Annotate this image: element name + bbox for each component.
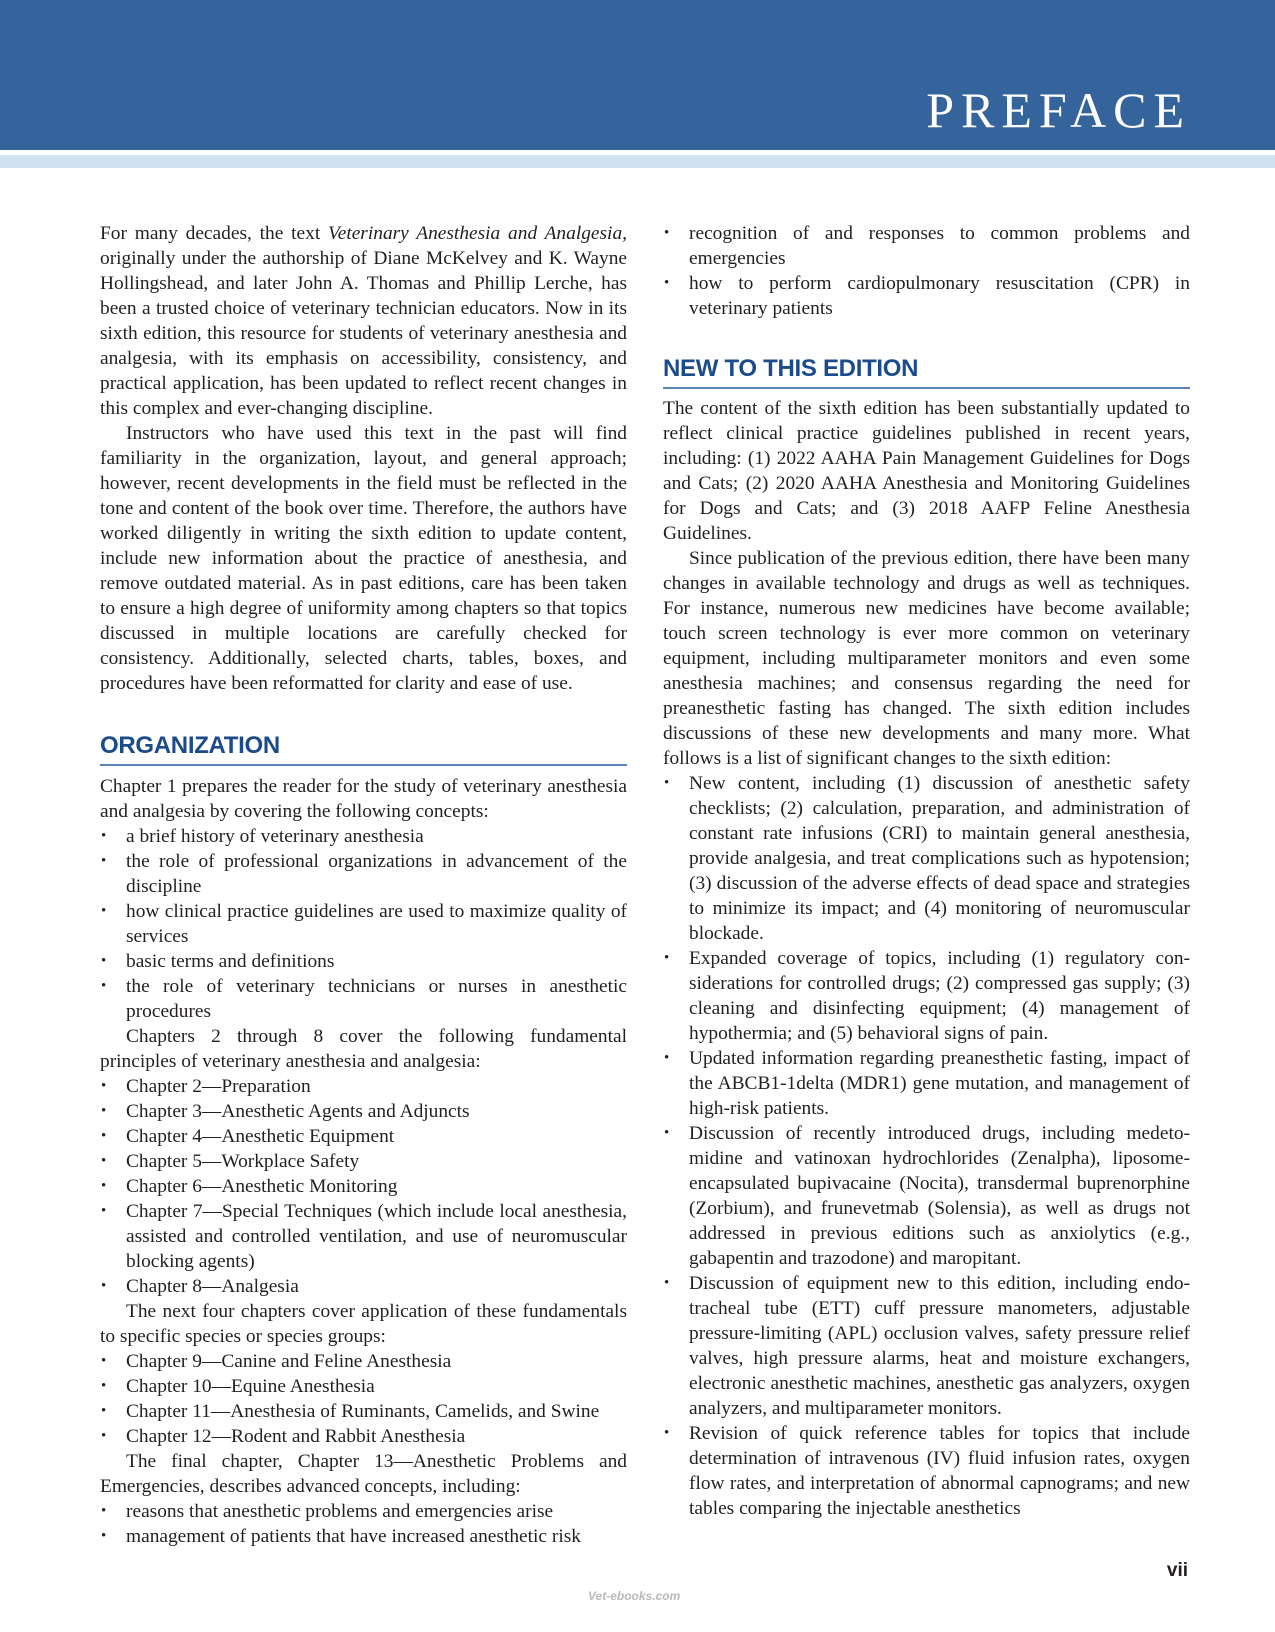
body-paragraph: Chapters 2 through 8 cover the following fundamental principles of veterinary anesthesia and analgesia: <box>100 1026 627 1072</box>
chapter-list <box>100 1074 627 1299</box>
body-paragraph: Instructors who have used this text in the past will find familiarity in the organization, layout, and general approach; however, recent developments in the field must be reflected in the tone and content of the book over time. Therefore, the authors have worked diligently in writing the sixth edition to update content, include new information about the practice of anesthesia, and remove outdated material. As in past editions, care has been taken to ensure a high degree of uniformity among chapters so that topics discussed in multiple locations are carefully checked for consistency. Additionally, selected charts, tables, boxes, and procedures have been reformatted for clarity and ease of use. <box>100 423 627 694</box>
body-paragraph: The next four chapters cover application of these fundamentals to specific species or species groups: <box>100 1301 627 1347</box>
header-stripe <box>0 155 1275 168</box>
body-paragraph: Since publication of the previous edition, there have been many changes in available technology and drugs as well as techniques. For instance, numerous new medicines have become available; touch screen technology is ever more common on veterinary equipment, including multiparameter monitors and even some anesthesia machines; and consensus regarding the need for preanesthetic fasting has changed. The sixth edition includes discussions of these new developments and many more. What follows is a list of significant changes to the sixth edition: <box>663 548 1190 769</box>
page-title: PREFACE <box>926 82 1191 138</box>
intro-paragraph <box>100 221 627 421</box>
list-item: • New content, including (1) discussion of anesthetic safety checklists; (2) calculation, preparation, and administration of constant rate infusions (CRI) to maintain general anesthesia, provide analgesia, and treat complications such as hypotension; (3) discussion of the adverse effects of dead space and strategies to minimize its impact; and (4) monitoring of neuromuscular blockade. <box>663 771 1190 946</box>
list-item: • Chapter 4—Anesthetic Equipment <box>100 1124 627 1149</box>
list-item: • Chapter 6—Anesthetic Monitoring <box>100 1174 627 1199</box>
list-item: • Chapter 10—Equine Anesthesia <box>100 1374 627 1399</box>
list-item: • basic terms and definitions <box>100 949 627 974</box>
emergency-concept-list <box>100 1499 627 1549</box>
list-item: • the role of professional organizations in advancement of the discipline <box>100 849 627 899</box>
list-item: • Chapter 3—Anesthetic Agents and Adjuncts <box>100 1099 627 1124</box>
list-item: • Discussion of recently introduced drugs, including medetomidine and vatinoxan hydrochlorides (Zenalpha), liposome-encapsulated bupivacaine (Nocita), transdermal buprenorphine (Zorbium), and frunevetmab (Solensia), as well as drugs not addressed in previous editions such as anxiolytics (e.g., gabapentin and trazodone) and maropitant. <box>663 1121 1190 1271</box>
species-chapter-list <box>100 1349 627 1449</box>
changes-list <box>663 771 1190 1521</box>
right-column <box>663 221 1190 1521</box>
list-item: • recognition of and responses to common problems and emergencies <box>663 221 1190 271</box>
body-paragraph: The final chapter, Chapter 13—Anesthetic Problems and Emergencies, describes advanced concepts, including: <box>100 1451 627 1497</box>
list-item: • Revision of quick reference tables for topics that include determination of intravenous (IV) fluid infusion rates, oxygen flow rates, and interpretation of abnormal capnograms; and new tables comparing the injectable anesthetics <box>663 1421 1190 1521</box>
left-column <box>100 221 627 1549</box>
list-item: • Chapter 8—Analgesia <box>100 1274 627 1299</box>
list-item: • Chapter 12—Rodent and Rabbit Anesthesia <box>100 1424 627 1449</box>
list-item: • Chapter 5—Workplace Safety <box>100 1149 627 1174</box>
list-item: • Expanded coverage of topics, including (1) regulatory considerations for controlled drugs; (2) compressed gas supply; (3) cleaning and disinfecting equipment; (4) management of hypothermia; and (5) behavioral signs of pain. <box>663 946 1190 1046</box>
concept-list <box>100 824 627 1024</box>
list-item: • management of patients that have increased anesthetic risk <box>100 1524 627 1549</box>
list-item: • Chapter 2—Preparation <box>100 1074 627 1099</box>
body-paragraph: The content of the sixth edition has been substantially updated to reflect clinical practice guidelines published in recent years, including: (1) 2022 AAHA Pain Management Guidelines for Dogs and Cats; (2) 2020 AAHA Anesthesia and Monitoring Guidelines for Dogs and Cats; and (3) 2018 AAFP Feline Anesthesia Guidelines. <box>663 398 1190 544</box>
list-item: • Updated information regarding preanesthetic fasting, impact of the ABCB1-1delta (MDR1) gene mutation, and management of high-risk patients. <box>663 1046 1190 1121</box>
intro-text-start: For many decades, the text <box>100 223 329 244</box>
list-item: • a brief history of veterinary anesthesia <box>100 824 627 849</box>
list-item: • Discussion of equipment new to this edition, including endotracheal tube (ETT) cuff pressure manometers, adjustable pressure-limiting (APL) occlusion valves, safety pressure relief valves, high pressure alarms, heat and moisture exchangers, electronic anesthetic machines, anesthetic gas analyzers, oxygen analyzers, and multiparameter monitors. <box>663 1271 1190 1421</box>
list-item: • reasons that anesthetic problems and emergencies arise <box>100 1499 627 1524</box>
section-heading-new-edition: NEW TO THIS EDITION <box>663 354 1190 389</box>
list-item: • how to perform cardiopulmonary resuscitation (CPR) in veterinary patients <box>663 271 1190 321</box>
list-item: • Chapter 11—Anesthesia of Ruminants, Camelids, and Swine <box>100 1399 627 1424</box>
body-paragraph: Chapter 1 prepares the reader for the study of veterinary anesthesia and analgesia by covering the following concepts: <box>100 776 627 822</box>
list-item: • Chapter 7—Special Techniques (which include local anesthesia, assisted and controlled ventilation, and use of neuromuscular blocking agents) <box>100 1199 627 1274</box>
list-item: • how clinical practice guidelines are used to maximize quality of services <box>100 899 627 949</box>
book-title: Veterinary Anesthesia and Analgesia, <box>328 223 627 244</box>
emergency-concept-list-continued <box>663 221 1190 321</box>
list-item: • Chapter 9—Canine and Feline Anesthesia <box>100 1349 627 1374</box>
watermark: Vet-ebooks.com <box>588 1589 681 1603</box>
page-number: vii <box>1166 1560 1188 1581</box>
header-banner <box>0 0 1275 150</box>
intro-text-rest: originally under the authorship of Diane McKelvey and K. Wayne Hollingshead, and later John A. Thomas and Phillip Lerche, has been a trusted choice of veterinary technician educators. Now in its sixth edition, this resource for students of veterinary anesthesia and analgesia, with its emphasis on accessibility, consistency, and practical application, has been updated to reflect recent changes in this complex and ever-changing discipline. <box>100 248 627 419</box>
list-item: • the role of veterinary technicians or nurses in anesthetic procedures <box>100 974 627 1024</box>
section-heading-organization: ORGANIZATION <box>100 731 627 766</box>
